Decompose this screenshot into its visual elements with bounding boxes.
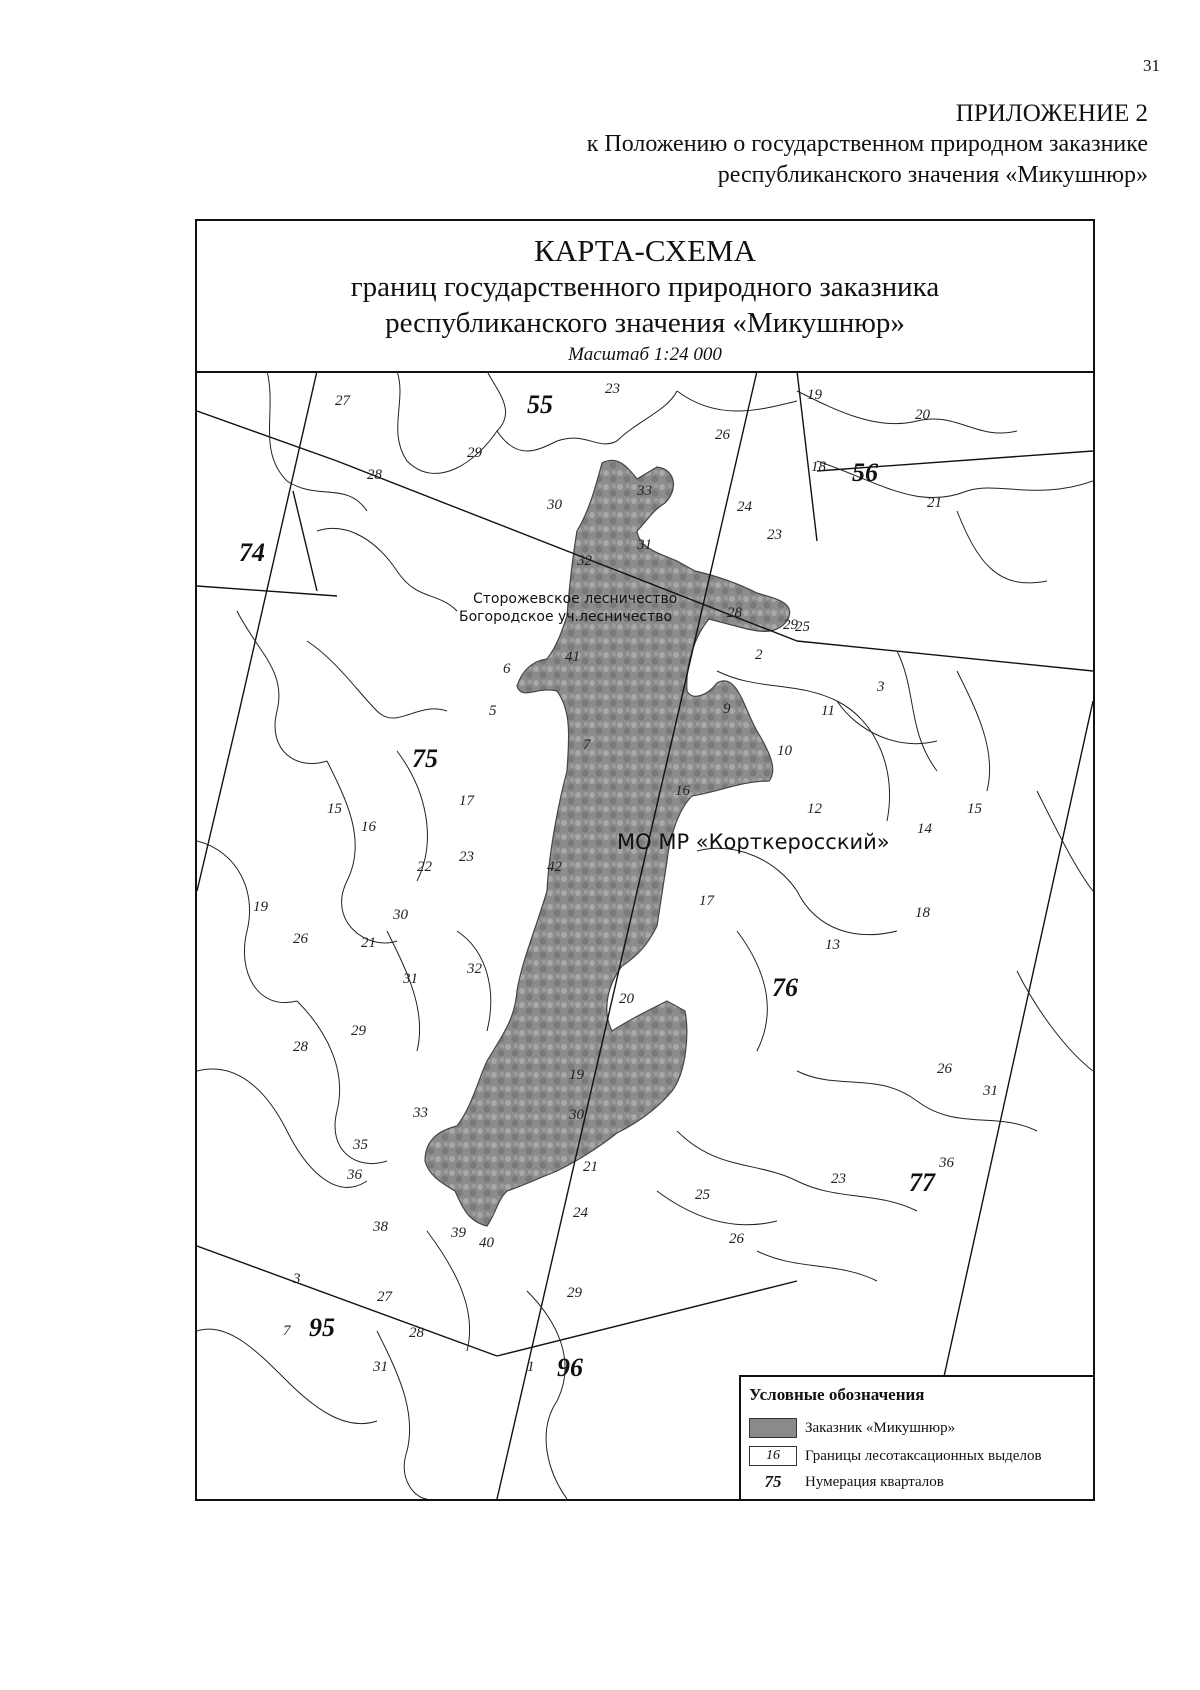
svg-text:6: 6	[503, 661, 511, 677]
quarter-number: 56	[852, 458, 878, 487]
svg-text:35: 35	[353, 1137, 368, 1153]
svg-text:33: 33	[637, 483, 652, 499]
svg-text:21: 21	[583, 1159, 598, 1175]
svg-text:31: 31	[637, 537, 652, 553]
map-title: КАРТА-СХЕМА	[534, 233, 756, 268]
svg-text:31: 31	[373, 1359, 388, 1375]
svg-text:26: 26	[729, 1231, 744, 1247]
svg-text:9: 9	[723, 701, 731, 717]
quarter-number: 77	[909, 1168, 935, 1197]
legend-label: Границы лесотаксационных выделов	[805, 1447, 1042, 1464]
svg-text:18: 18	[811, 459, 826, 475]
svg-text:42: 42	[547, 859, 562, 875]
svg-text:16: 16	[361, 819, 376, 835]
svg-text:28: 28	[727, 605, 742, 621]
svg-text:25: 25	[795, 619, 810, 635]
quarter-number: 74	[239, 538, 265, 567]
svg-text:2: 2	[755, 647, 763, 663]
svg-text:31: 31	[983, 1083, 998, 1099]
svg-text:18: 18	[915, 905, 930, 921]
forestry-label-1: Сторожевское лесничество	[473, 591, 678, 607]
quarter-number: 95	[309, 1313, 335, 1342]
svg-text:31: 31	[403, 971, 418, 987]
legend-item-quarters	[749, 1471, 944, 1493]
svg-text:3: 3	[293, 1271, 301, 1287]
svg-text:29: 29	[783, 617, 798, 633]
svg-text:23: 23	[767, 527, 782, 543]
map-area[interactable]	[197, 371, 1093, 1499]
page-number: 31	[1143, 56, 1160, 75]
appendix-line-1: к Положению о государственном природном заказнике	[586, 131, 1148, 157]
svg-text:13: 13	[825, 937, 840, 953]
municipality-label: МО МР «Корткеросский»	[617, 830, 890, 854]
svg-text:1: 1	[527, 1359, 535, 1375]
forestry-label-2: Богородское уч.лесничество	[459, 609, 673, 625]
svg-text:15: 15	[327, 801, 342, 817]
map-canvas	[197, 371, 1093, 1499]
svg-text:17: 17	[459, 793, 474, 809]
map-subtitle-2: республиканского значения «Микушнюр»	[385, 307, 905, 339]
svg-text:23: 23	[831, 1171, 846, 1187]
svg-text:5: 5	[489, 703, 497, 719]
svg-text:36: 36	[347, 1167, 362, 1183]
svg-text:29: 29	[567, 1285, 582, 1301]
legend-label: Заказник «Микушнюр»	[805, 1419, 956, 1436]
svg-text:20: 20	[915, 407, 930, 423]
svg-text:25: 25	[695, 1187, 710, 1203]
svg-text:26: 26	[937, 1061, 952, 1077]
svg-text:7: 7	[583, 737, 591, 753]
svg-text:36: 36	[939, 1155, 954, 1171]
svg-text:28: 28	[409, 1325, 424, 1341]
quarter-number: 76	[772, 973, 798, 1002]
quarter-number-swatch: 75	[764, 1472, 782, 1491]
svg-text:21: 21	[361, 935, 376, 951]
svg-text:19: 19	[807, 387, 822, 403]
svg-text:32: 32	[467, 961, 482, 977]
reserve-swatch	[749, 1418, 797, 1438]
svg-text:3: 3	[877, 679, 885, 695]
svg-text:28: 28	[367, 467, 382, 483]
svg-text:19: 19	[253, 899, 268, 915]
svg-text:29: 29	[467, 445, 482, 461]
svg-text:15: 15	[967, 801, 982, 817]
svg-text:16: 16	[675, 783, 690, 799]
svg-text:26: 26	[715, 427, 730, 443]
svg-text:41: 41	[565, 649, 580, 665]
map-subtitle-1: границ государственного природного заказника	[350, 271, 940, 303]
svg-text:32: 32	[577, 553, 592, 569]
quarter-number: 75	[412, 744, 438, 773]
svg-text:19: 19	[569, 1067, 584, 1083]
quarter-number: 96	[557, 1353, 583, 1382]
map-frame	[195, 219, 1095, 1501]
svg-text:11: 11	[821, 703, 835, 719]
legend-item-reserve	[749, 1417, 955, 1439]
svg-text:28: 28	[293, 1039, 308, 1055]
boundary-swatch: 16	[749, 1446, 797, 1466]
svg-text:39: 39	[451, 1225, 466, 1241]
svg-text:30: 30	[547, 497, 562, 513]
svg-text:20: 20	[619, 991, 634, 1007]
svg-text:38: 38	[373, 1219, 388, 1235]
legend-label: Нумерация кварталов	[805, 1473, 944, 1490]
svg-text:23: 23	[605, 381, 620, 397]
svg-text:24: 24	[573, 1205, 588, 1221]
svg-text:30: 30	[569, 1107, 584, 1123]
legend-title: Условные обозначения	[749, 1385, 925, 1404]
svg-text:40: 40	[479, 1235, 494, 1251]
svg-text:22: 22	[417, 859, 432, 875]
quarter-number: 55	[527, 390, 553, 419]
svg-text:27: 27	[335, 393, 350, 409]
map-title-box	[197, 221, 1093, 373]
svg-text:24: 24	[737, 499, 752, 515]
appendix-heading: ПРИЛОЖЕНИЕ 2	[955, 100, 1148, 127]
svg-text:27: 27	[377, 1289, 392, 1305]
svg-text:17: 17	[699, 893, 714, 909]
appendix-line-2: республиканского значения «Микушнюр»	[717, 162, 1148, 188]
map-scale: Масштаб 1:24 000	[568, 344, 722, 365]
svg-text:12: 12	[807, 801, 822, 817]
svg-text:7: 7	[283, 1323, 291, 1339]
svg-text:14: 14	[917, 821, 932, 837]
svg-text:30: 30	[393, 907, 408, 923]
svg-text:33: 33	[413, 1105, 428, 1121]
appendix-header	[587, 98, 1148, 191]
map-legend	[739, 1375, 1095, 1501]
svg-text:29: 29	[351, 1023, 366, 1039]
svg-text:10: 10	[777, 743, 792, 759]
svg-text:23: 23	[459, 849, 474, 865]
svg-text:21: 21	[927, 495, 942, 511]
legend-item-boundaries	[749, 1445, 1042, 1467]
svg-text:26: 26	[293, 931, 308, 947]
